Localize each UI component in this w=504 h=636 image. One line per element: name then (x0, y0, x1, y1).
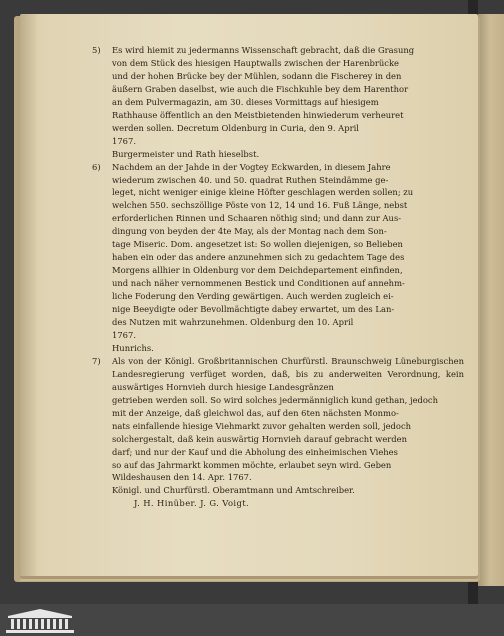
notice-7 (92, 355, 464, 510)
notice-signature: Hunrichs. (112, 342, 154, 353)
notice-number: 5) (92, 45, 101, 55)
notice-signature: Burgermeister und Rath hieselbst. (112, 148, 260, 159)
adjacent-page-edge (478, 14, 504, 586)
viewer-footer-bar (0, 604, 504, 636)
library-building-icon (6, 609, 74, 633)
notice-5 (92, 44, 464, 161)
notice-text: Als von der Königl. Großbritannischen Churfürstl. Braunschweig Lüneburgischen Landesregierung verfüget worden, daß, bis zu anderweiten Verordnung, kein auswärtiges Hornvieh durch hiesige Landesgränzen getrieben werden soll. So wird solches jedermänniglich kund gethan, jedoch mit der Anzeige, daß gleichwol das, auf den 6ten nächsten Monmo- nats einfallende hiesige Viehmarkt zuvor gehalten werden soll, jedoch solchergestalt, daß kein auswärtig Hornvieh darauf gebracht werden darf; und nur der Kauf und die Abholung des einheimischen Viehes so auf das Jahrmarkt kommen möchte, erlaubet seyn wird. Geben Wildeshausen den 14. Apr. 1767. (112, 355, 464, 483)
document-page (20, 14, 478, 576)
notice-signature: Königl. und Churfürstl. Oberamtmann und Amtschreiber. (112, 485, 355, 496)
notice-text: Es wird hiemit zu jedermanns Wissenschaft gebracht, daß die Grasung von dem Stück des hiesigen Hauptwalls zwischen der Harenbrücke und der hohen Brücke bey der Mühlen, sodann die Fischerey in den äußern Graben daselbst, wie auch die Fischkuhle bey dem Harenthor an dem Pulvermagazin, am 30. dieses Vormittags auf hiesigem Rathhause öffentlich an den Meistbietenden hinwiederum verheuret werden sollen. Decretum Oldenburg in Curia, den 9. April 1767. (112, 45, 415, 146)
notice-text: Nachdem an der Jahde in der Vogtey Eckwarden, in diesem Jahre wiederum zwischen 40. und 50. quadrat Ruthen Steindämme ge- leget, nicht weniger einige kleine Höfter geschlagen werden sollen; zu welchen 550. sechszöllige Pöste von 12, 14 und 16. Fuß Länge, nebst erforderlichen Rinnen und Schaaren nöthig sind; und dann zur Aus- dingung von beyden der 4te May, als der Montag nach dem Son- tage Miseric. Dom. angesetzet ist: So wollen diejenigen, so Belieben haben ein oder das andere anzunehmen sich zu gedachtem Tage des Morgens allhier in Oldenburg vor dem Deichdepartement einfinden, und nach näher vernommenen Bestick und Conditionen auf annehm- liche Foderung den Verding gewärtigen. Auch werden zugleich ei- nige Beeydigte oder Bevollmächtigte dabey erwartet, um des Lan- des Nutzen mit wahrzunehmen. Oldenburg den 10. April 1767. (112, 161, 414, 340)
notice-6 (92, 161, 464, 355)
notice-signatory-names: J. H. Hinüber. J. G. Voigt. (134, 498, 250, 509)
notice-number: 7) (92, 355, 101, 366)
notice-number: 6) (92, 161, 101, 172)
page-text-block (92, 44, 464, 510)
